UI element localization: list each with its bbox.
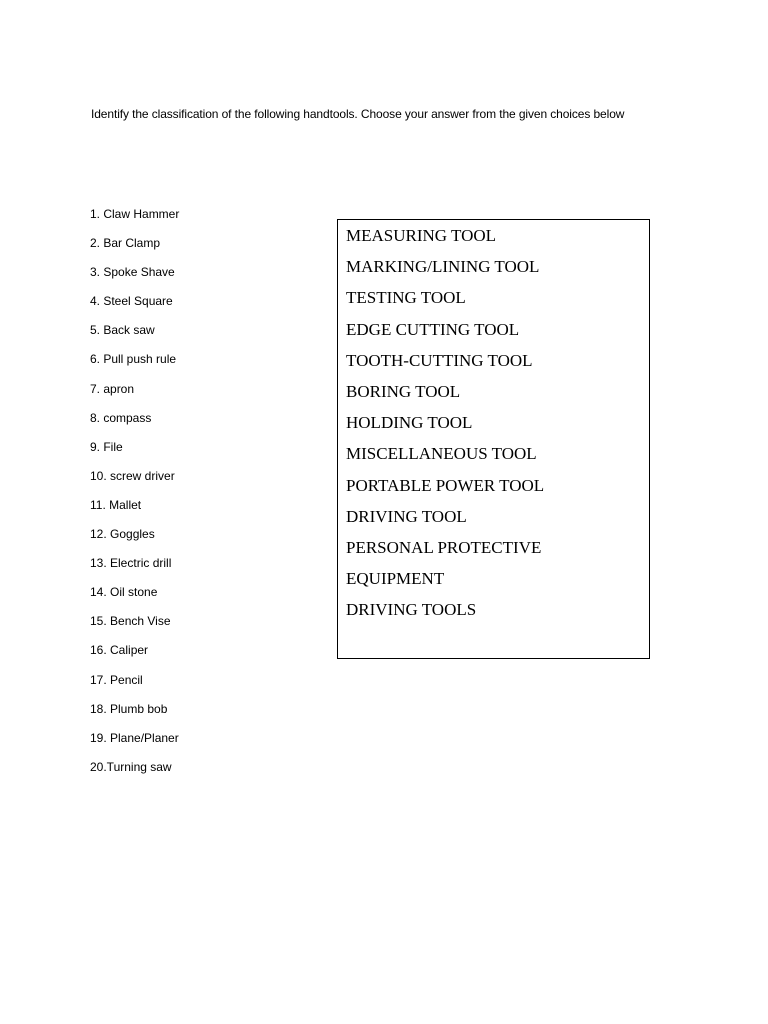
choice-item: TESTING TOOL [346, 288, 466, 308]
choice-item: MISCELLANEOUS TOOL [346, 444, 537, 464]
tool-item: 3. Spoke Shave [90, 265, 175, 280]
tool-item: 17. Pencil [90, 672, 143, 687]
choice-item: BORING TOOL [346, 381, 461, 401]
tool-item: 6. Pull push rule [90, 352, 177, 367]
choice-item: HOLDING TOOL [346, 413, 473, 433]
tool-item: 7. apron [90, 381, 135, 396]
choices-list [346, 226, 544, 631]
instructions-text: Identify the classification of the following handtools. Choose your answer from the given choices below [91, 107, 625, 121]
tool-item: 14. Oil stone [90, 585, 158, 600]
tool-item: 19. Plane/Planer [90, 730, 179, 745]
tool-item: 18. Plumb bob [90, 701, 168, 716]
tool-list [90, 206, 179, 788]
tool-item: 9. File [90, 439, 123, 454]
tool-item: 5. Back saw [90, 323, 155, 338]
tool-item: 20.Turning saw [90, 759, 172, 774]
choice-item: TOOTH-CUTTING TOOL [346, 350, 533, 370]
choices-box [337, 219, 650, 659]
tool-item: 10. screw driver [90, 468, 175, 483]
choice-item: DRIVING TOOL [346, 506, 467, 526]
tool-item: 1. Claw Hammer [90, 207, 180, 221]
choice-item: MARKING/LINING TOOL [346, 257, 540, 277]
tool-item: 12. Goggles [90, 527, 155, 542]
choice-item: EDGE CUTTING TOOL [346, 319, 520, 339]
tool-item: 16. Caliper [90, 643, 149, 658]
tool-item: 11. Mallet [90, 497, 142, 512]
tool-item: 13. Electric drill [90, 556, 172, 571]
tool-item: 15. Bench Vise [90, 614, 171, 629]
tool-item: 8. compass [90, 410, 152, 425]
choice-item: PERSONAL PROTECTIVE [346, 537, 542, 557]
tool-item: 2. Bar Clamp [90, 236, 161, 251]
choice-item: MEASURING TOOL [346, 226, 497, 245]
tool-item: 4. Steel Square [90, 294, 173, 309]
choice-item: DRIVING TOOLS [346, 600, 477, 620]
choice-item: EQUIPMENT [346, 569, 445, 589]
choice-item: PORTABLE POWER TOOL [346, 475, 545, 495]
